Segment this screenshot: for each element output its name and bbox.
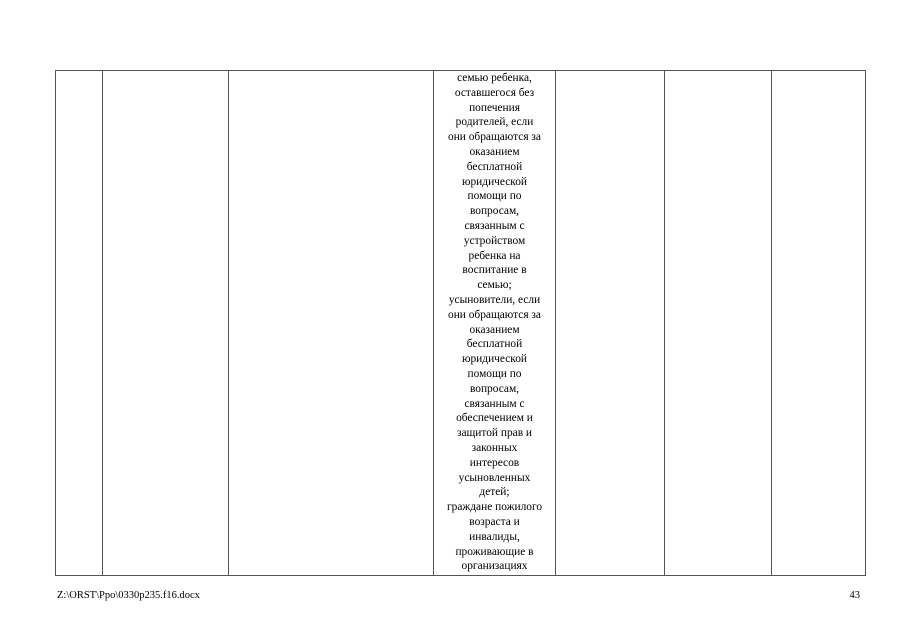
cell-text-line: вопросам, <box>469 382 520 395</box>
cell-text-line: усыновленных <box>458 471 531 484</box>
cell-text-line: обеспечением и <box>456 412 533 425</box>
cell-text-line: попечения <box>469 101 520 114</box>
table-cell-col4 <box>434 71 556 576</box>
cell-text-line: связанным с <box>464 219 525 232</box>
cell-text-line: защитой прав и <box>456 427 533 440</box>
cell-text-line: возраста и <box>469 515 520 528</box>
cell-text-line: оказанием <box>469 145 520 158</box>
cell-text-line: они обращаются за <box>448 131 541 144</box>
cell-text-line: связанным с <box>464 397 525 410</box>
table-cell-col6 <box>665 71 772 576</box>
table-cell-text <box>434 71 555 574</box>
cell-text-line: родителей, если <box>455 116 534 129</box>
footer-file-path: Z:\ORST\Ppo\0330p235.f16.docx <box>57 590 200 601</box>
cell-text-line: проживающие в <box>455 545 534 558</box>
cell-text-line: помощи по <box>467 190 522 203</box>
cell-text-line: ребенка на <box>468 249 521 262</box>
cell-text-line: организациях <box>461 560 528 573</box>
cell-text-line: воспитание в <box>462 264 527 277</box>
cell-text-line: юридической <box>461 353 528 366</box>
cell-text-line: семью ребенка, <box>457 72 532 84</box>
cell-text-line: помощи по <box>467 367 522 380</box>
footer-page-number: 43 <box>849 590 860 601</box>
cell-text-line: семью; <box>477 279 512 292</box>
table-cell-col3 <box>229 71 434 576</box>
cell-text-line: интересов <box>469 456 520 469</box>
document-table <box>55 70 866 576</box>
cell-text-line: законных <box>471 441 518 454</box>
cell-text-line: бесплатной <box>466 338 523 351</box>
cell-text-line: оставшегося без <box>454 86 535 99</box>
cell-text-line: детей; <box>479 486 510 499</box>
table-cell-col7 <box>772 71 866 576</box>
table-cell-col1 <box>56 71 103 576</box>
cell-text-line: бесплатной <box>466 160 523 173</box>
cell-text-line: вопросам, <box>469 205 520 218</box>
cell-text-line: устройством <box>463 234 526 247</box>
cell-text-line: инвалиды, <box>469 530 520 543</box>
cell-text-line: усыновители, если <box>448 293 541 306</box>
table-cell-col5 <box>556 71 665 576</box>
table-cell-col2 <box>103 71 229 576</box>
table-row <box>56 71 866 576</box>
cell-text-line: оказанием <box>469 323 520 336</box>
cell-text-line: граждане пожилого <box>446 501 543 514</box>
cell-text-line: юридической <box>461 175 528 188</box>
cell-text-line: они обращаются за <box>448 308 541 321</box>
